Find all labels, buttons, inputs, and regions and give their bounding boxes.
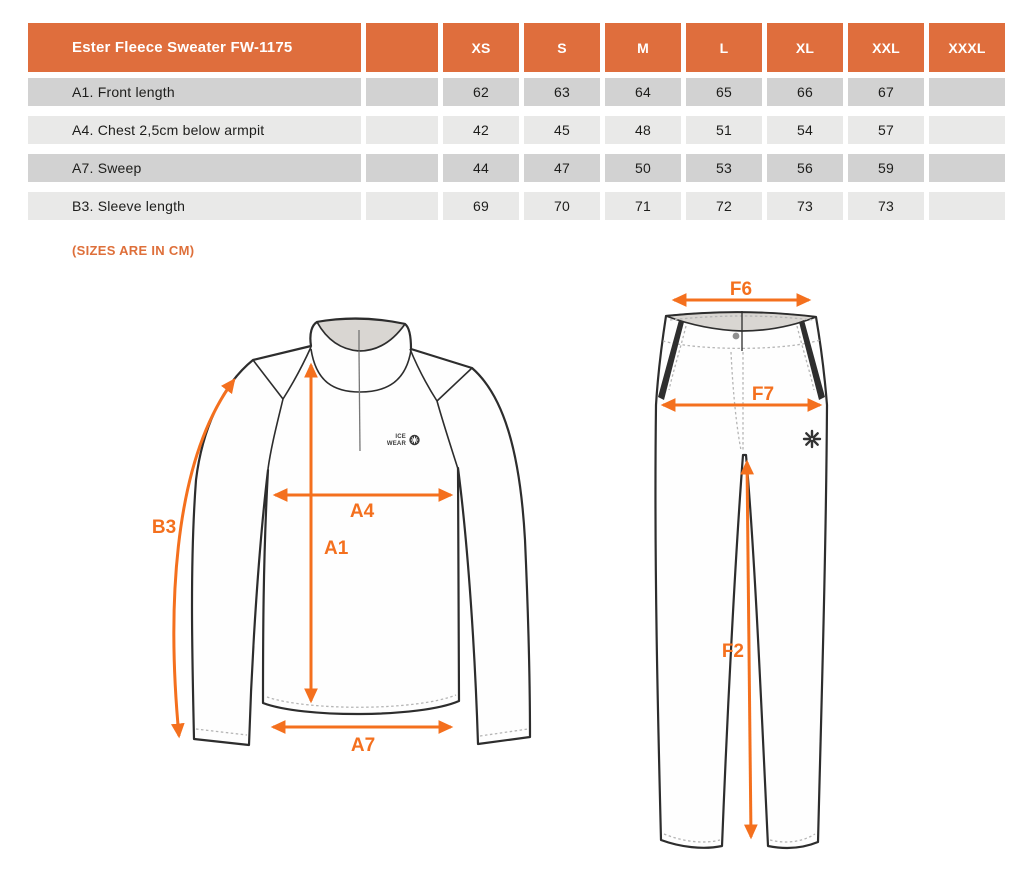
value-cell: 72 xyxy=(686,192,762,220)
value-cell: 73 xyxy=(848,192,924,220)
value-cell: 50 xyxy=(605,154,681,182)
snowflake-icon xyxy=(409,435,419,445)
sizes-unit-note: (SIZES ARE IN CM) xyxy=(72,243,195,258)
value-cell: 63 xyxy=(524,78,600,106)
size-header-xxxl: XXXL xyxy=(929,23,1005,72)
spacer-cell xyxy=(366,154,438,182)
row-label: B3. Sleeve length xyxy=(28,192,361,220)
value-cell: 65 xyxy=(686,78,762,106)
sweater-measurement-diagram xyxy=(130,280,560,840)
logo-text-line2: WEAR xyxy=(386,441,406,447)
row-label: A1. Front length xyxy=(28,78,361,106)
pants-outline xyxy=(655,312,827,848)
size-table xyxy=(28,23,1006,230)
product-title: Ester Fleece Sweater FW-1175 xyxy=(28,23,361,72)
sweep-label: A7 xyxy=(350,735,376,756)
value-cell: 44 xyxy=(443,154,519,182)
value-cell xyxy=(929,116,1005,144)
value-cell: 56 xyxy=(767,154,843,182)
value-cell: 51 xyxy=(686,116,762,144)
row-label: A7. Sweep xyxy=(28,154,361,182)
value-cell: 66 xyxy=(767,78,843,106)
size-header-xxl: XXL xyxy=(848,23,924,72)
hip-label: F7 xyxy=(751,384,775,405)
size-header-s: S xyxy=(524,23,600,72)
value-cell: 59 xyxy=(848,154,924,182)
value-cell: 42 xyxy=(443,116,519,144)
value-cell xyxy=(929,154,1005,182)
snowflake-logo xyxy=(804,431,820,447)
value-cell xyxy=(929,78,1005,106)
value-cell: 73 xyxy=(767,192,843,220)
value-cell: 48 xyxy=(605,116,681,144)
waist-button xyxy=(733,333,740,340)
value-cell: 70 xyxy=(524,192,600,220)
spacer-cell xyxy=(366,78,438,106)
value-cell: 47 xyxy=(524,154,600,182)
value-cell: 71 xyxy=(605,192,681,220)
size-header-xs: XS xyxy=(443,23,519,72)
size-header-m: M xyxy=(605,23,681,72)
table-header-row xyxy=(28,23,1006,72)
front-length-label: A1 xyxy=(324,538,349,559)
measurement-row-chest xyxy=(28,116,1006,144)
pants-measurement-diagram xyxy=(630,275,890,875)
spacer-cell xyxy=(366,192,438,220)
waist-label: F6 xyxy=(729,279,753,300)
size-header-xl: XL xyxy=(767,23,843,72)
value-cell: 69 xyxy=(443,192,519,220)
length-label: F2 xyxy=(721,641,744,662)
sleeve-length-label: B3 xyxy=(151,517,177,538)
sweater-outline xyxy=(192,318,530,745)
value-cell: 67 xyxy=(848,78,924,106)
logo-text-line1: ICE xyxy=(395,434,406,440)
measurement-row-sweep xyxy=(28,154,1006,182)
size-header-l: L xyxy=(686,23,762,72)
chest-label: A4 xyxy=(349,501,375,522)
spacer-cell xyxy=(366,116,438,144)
header-spacer-cell xyxy=(366,23,438,72)
value-cell: 62 xyxy=(443,78,519,106)
value-cell: 54 xyxy=(767,116,843,144)
value-cell: 64 xyxy=(605,78,681,106)
value-cell: 53 xyxy=(686,154,762,182)
measurement-row-front-length xyxy=(28,78,1006,106)
value-cell: 57 xyxy=(848,116,924,144)
measurement-row-sleeve-length xyxy=(28,192,1006,220)
row-label: A4. Chest 2,5cm below armpit xyxy=(28,116,361,144)
value-cell xyxy=(929,192,1005,220)
value-cell: 45 xyxy=(524,116,600,144)
